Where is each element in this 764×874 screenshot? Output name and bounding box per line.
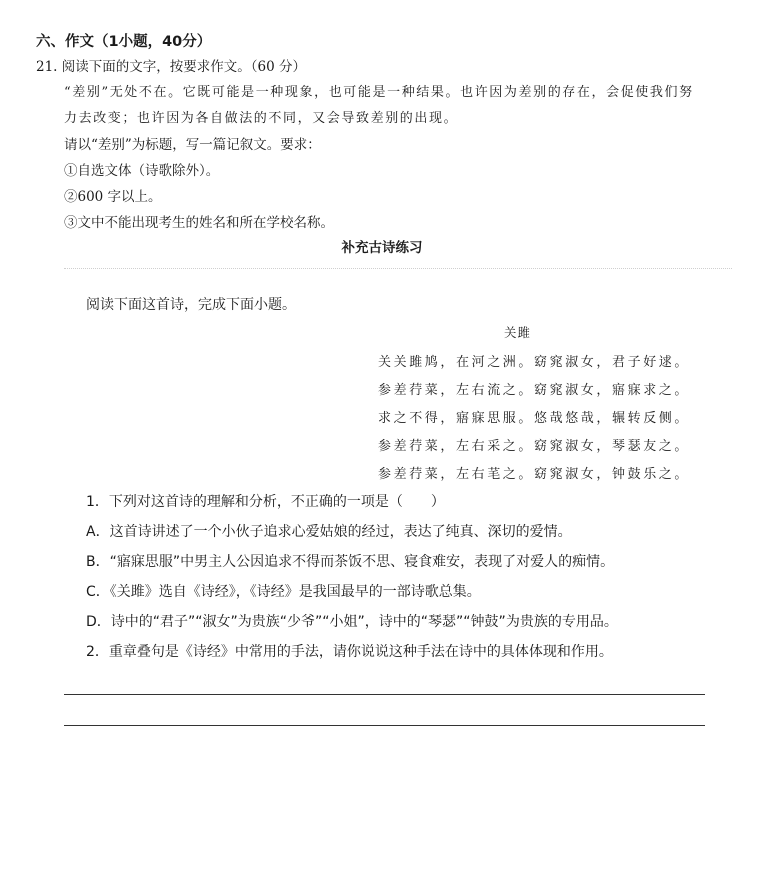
poem-line-2: 参差荇菜，左右流之。窈窕淑女，寤寐求之。 xyxy=(378,383,691,398)
poem-line-1: 关关雎鸠，在河之洲。窈窕淑女，君子好逑。 xyxy=(378,355,691,370)
option-d: D．诗中的“君子”“淑女”为贵族“少爷”“小姐”，诗中的“琴瑟”“钟鼓”为贵族的专用品。 xyxy=(86,614,618,630)
material-line-1: “差别”无处不在。它既可能是一种现象，也可能是一种结果。也许因为差别的存在，会促使我们努 xyxy=(64,85,694,100)
poem-line-4: 参差荇菜，左右采之。窈窕淑女，琴瑟友之。 xyxy=(378,439,691,454)
option-a: A．这首诗讲述了一个小伙子追求心爱姑娘的经过，表达了纯真、深切的爱情。 xyxy=(86,524,572,540)
question-21-prompt: 21. 阅读下面的文字，按要求作文。（60 分） xyxy=(36,59,306,75)
requirements-prompt: 请以“差别”为标题，写一篇记叙文。要求： xyxy=(64,137,321,153)
poem-line-3: 求之不得，寤寐思服。悠哉悠哉，辗转反侧。 xyxy=(378,411,691,426)
option-b: B．“寤寐思服”中男主人公因追求不得而茶饭不思、寝食难安，表现了对爱人的痴情。 xyxy=(86,554,615,570)
supplement-title: 补充古诗练习 xyxy=(341,240,423,256)
answer-line-2[interactable] xyxy=(64,725,705,726)
option-c: C．《关雎》选自《诗经》，《诗经》是我国最早的一部诗歌总集。 xyxy=(86,584,481,600)
poem-intro: 阅读下面这首诗，完成下面小题。 xyxy=(86,297,296,313)
material-line-2: 力去改变；也许因为各自做法的不同，又会导致差别的出现。 xyxy=(64,111,459,126)
section-divider xyxy=(64,268,732,269)
poem-title: 关雎 xyxy=(504,325,532,340)
poem-line-5: 参差荇菜，左右芼之。窈窕淑女，钟鼓乐之。 xyxy=(378,467,691,482)
question-2-stem: 2．重章叠句是《诗经》中常用的手法，请你说说这种手法在诗中的具体体现和作用。 xyxy=(86,644,613,660)
requirement-item-2: ②600 字以上。 xyxy=(64,189,162,205)
question-1-stem: 1．下列对这首诗的理解和分析，不正确的一项是（ ） xyxy=(86,494,445,510)
requirement-item-3: ③文中不能出现考生的姓名和所在学校名称。 xyxy=(64,215,334,231)
answer-line-1[interactable] xyxy=(64,694,705,695)
section-heading: 六、作文（1小题，40分） xyxy=(36,34,212,50)
requirement-item-1: ①自选文体（诗歌除外）。 xyxy=(64,163,220,179)
